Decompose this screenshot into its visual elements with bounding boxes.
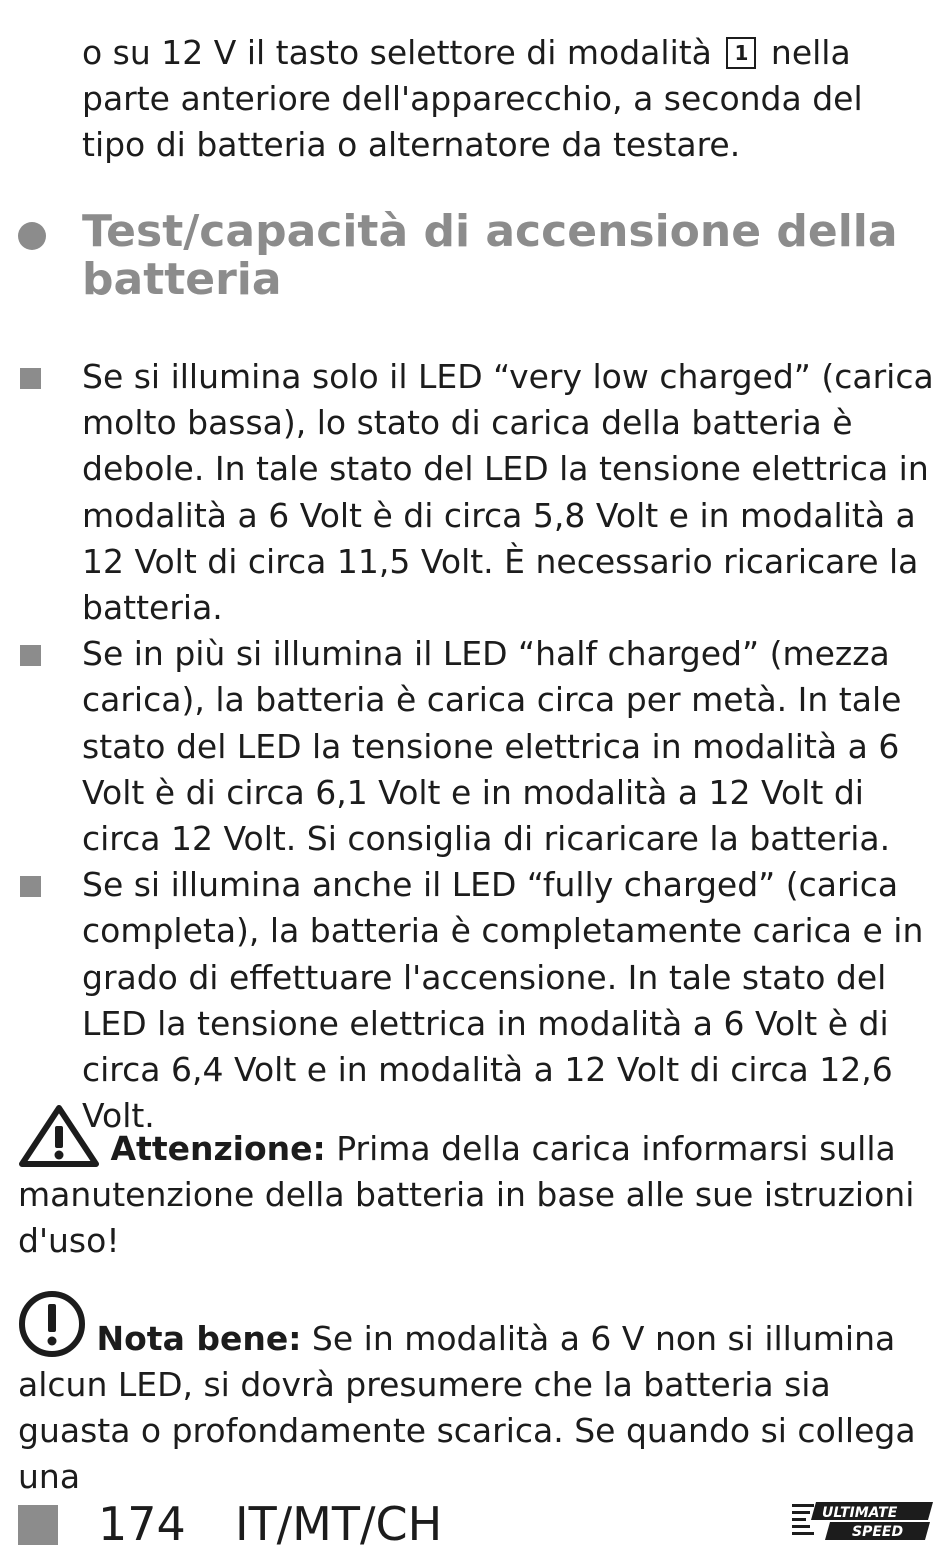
intro-paragraph bbox=[82, 30, 932, 168]
section-heading: Test/capacità di accensione della batteria bbox=[82, 206, 898, 305]
list-item-text: Se in più si illumina il LED “half charged” (mezza carica), la batteria è carica circa per metà. In tale stato del LED la tensione elettrica in modalità a 6 Volt è di circa 6,1 Volt e in modalità a 12 Volt di circa 12 Volt. Si consiglia di ricaricare la batteria. bbox=[82, 634, 902, 859]
note-label: Nota bene: bbox=[96, 1319, 302, 1358]
list-item-text: Se si illumina solo il LED “very low charged” (carica molto bassa), lo stato di carica della batteria è debole. In tale stato del LED la tensione elettrica in modalità a 6 Volt è di circa 5,8 Volt e in modalità a 12 Volt di circa 11,5 Volt. È necessario ricaricare la batteria. bbox=[82, 357, 934, 628]
intro-text-before: o su 12 V il tasto selettore di modalità bbox=[82, 33, 712, 72]
key-number-badge: 1 bbox=[726, 37, 756, 69]
attention-label: Attenzione: bbox=[110, 1129, 326, 1168]
note-text: Se in modalità a 6 V non si illumina alcun LED, si dovrà presumere che la batteria sia guasta o profondamente scarica. Se quando si collega una bbox=[18, 1319, 916, 1496]
warning-triangle-icon bbox=[18, 1104, 100, 1168]
footer-square-icon bbox=[18, 1505, 58, 1545]
list-item bbox=[0, 862, 937, 1139]
heading-bullet-icon bbox=[18, 222, 46, 250]
square-bullet-icon bbox=[20, 645, 41, 666]
logo-text-ultimate: ULTIMATE bbox=[822, 1505, 898, 1521]
list-item bbox=[0, 631, 937, 862]
square-bullet-icon bbox=[20, 368, 41, 389]
list-item bbox=[0, 354, 937, 631]
brand-logo bbox=[790, 1498, 935, 1544]
attention-text: Prima della carica informarsi sulla manutenzione della batteria in base alle sue istruzioni d'uso! bbox=[18, 1129, 915, 1260]
exclamation-circle-icon bbox=[18, 1290, 86, 1358]
list-item-text: Se si illumina anche il LED “fully charged” (carica completa), la batteria è completamente carica e in grado di effettuare l'accensione. In tale stato del LED la tensione elettrica in modalità a 6 Volt è di circa 6,4 Volt e in modalità a 12 Volt di circa 12,6 Volt. bbox=[82, 865, 924, 1136]
battery-status-list bbox=[0, 354, 950, 1139]
logo-text-speed: SPEED bbox=[852, 1524, 904, 1540]
note-notice bbox=[18, 1290, 933, 1500]
language-code: IT/MT/CH bbox=[235, 1497, 443, 1551]
page-number: 174 bbox=[98, 1497, 186, 1551]
attention-notice bbox=[18, 1104, 933, 1264]
square-bullet-icon bbox=[20, 876, 41, 897]
intro-text-after: nella parte anteriore dell'apparecchio, a seconda del tipo di batteria o alternatore da testare. bbox=[82, 33, 863, 164]
